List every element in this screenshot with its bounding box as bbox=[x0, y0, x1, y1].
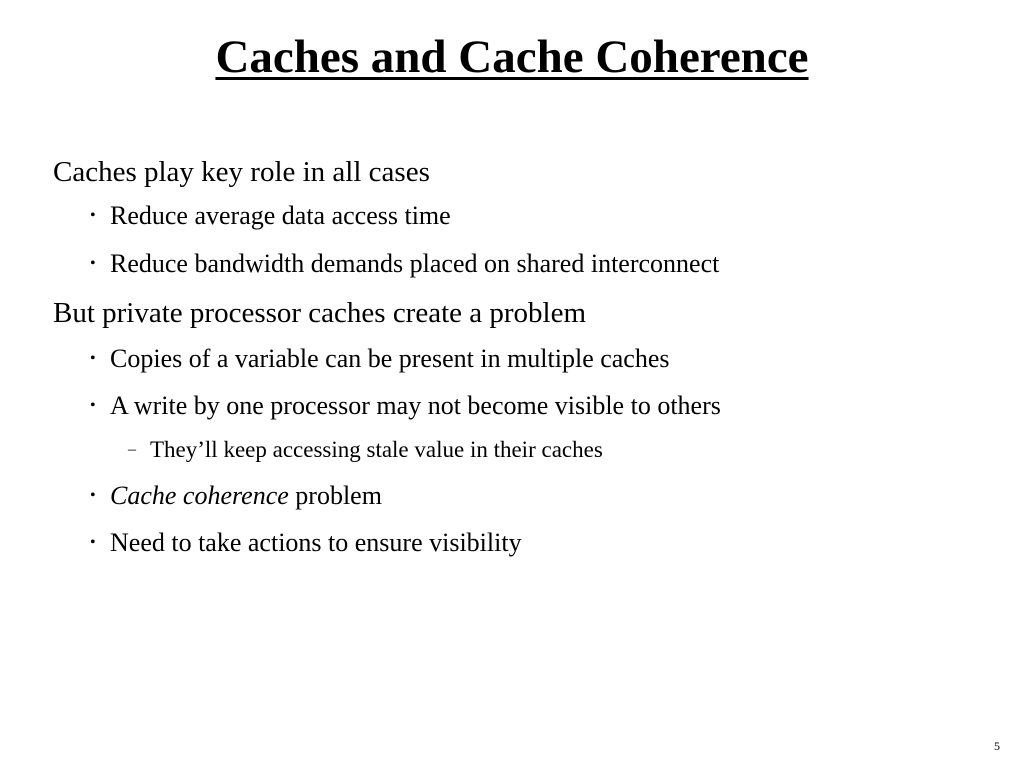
emphasis-text: Cache coherence bbox=[110, 481, 289, 510]
bullet-level2 bbox=[53, 390, 993, 422]
bullet-dot-icon: • bbox=[90, 350, 96, 367]
bullet-text: Reduce average data access time bbox=[110, 201, 451, 230]
bullet-dot-icon: • bbox=[90, 255, 96, 272]
bullet-dot-icon: • bbox=[90, 397, 96, 414]
bullet-level2 bbox=[53, 480, 993, 512]
slide-title-text: Caches and Cache Coherence bbox=[215, 31, 809, 83]
dash-icon: – bbox=[128, 441, 136, 458]
bullet-level1: Caches play key role in all cases bbox=[53, 156, 430, 188]
bullet-text bbox=[110, 481, 382, 510]
slide-title bbox=[0, 30, 1024, 84]
bullet-text: They’ll keep accessing stale value in their caches bbox=[150, 437, 603, 462]
bullet-text: Reduce bandwidth demands placed on shared interconnect bbox=[110, 249, 720, 278]
slide-content bbox=[53, 154, 993, 559]
bullet-level1: But private processor caches create a problem bbox=[53, 297, 587, 329]
bullet-text: Need to take actions to ensure visibility bbox=[110, 528, 522, 557]
bullet-dot-icon: • bbox=[90, 207, 96, 224]
bullet-text: Copies of a variable can be present in multiple caches bbox=[110, 344, 670, 373]
bullet-level2 bbox=[53, 248, 993, 280]
bullet-level2 bbox=[53, 200, 993, 232]
bullet-level2 bbox=[53, 527, 993, 559]
page-number: 5 bbox=[994, 739, 1000, 753]
bullet-level2 bbox=[53, 343, 993, 375]
bullet-dot-icon: • bbox=[90, 534, 96, 551]
bullet-text: A write by one processor may not become visible to others bbox=[110, 391, 721, 420]
bullet-dot-icon: • bbox=[90, 487, 96, 504]
bullet-text-rest: problem bbox=[288, 481, 382, 510]
bullet-level3 bbox=[53, 435, 993, 465]
